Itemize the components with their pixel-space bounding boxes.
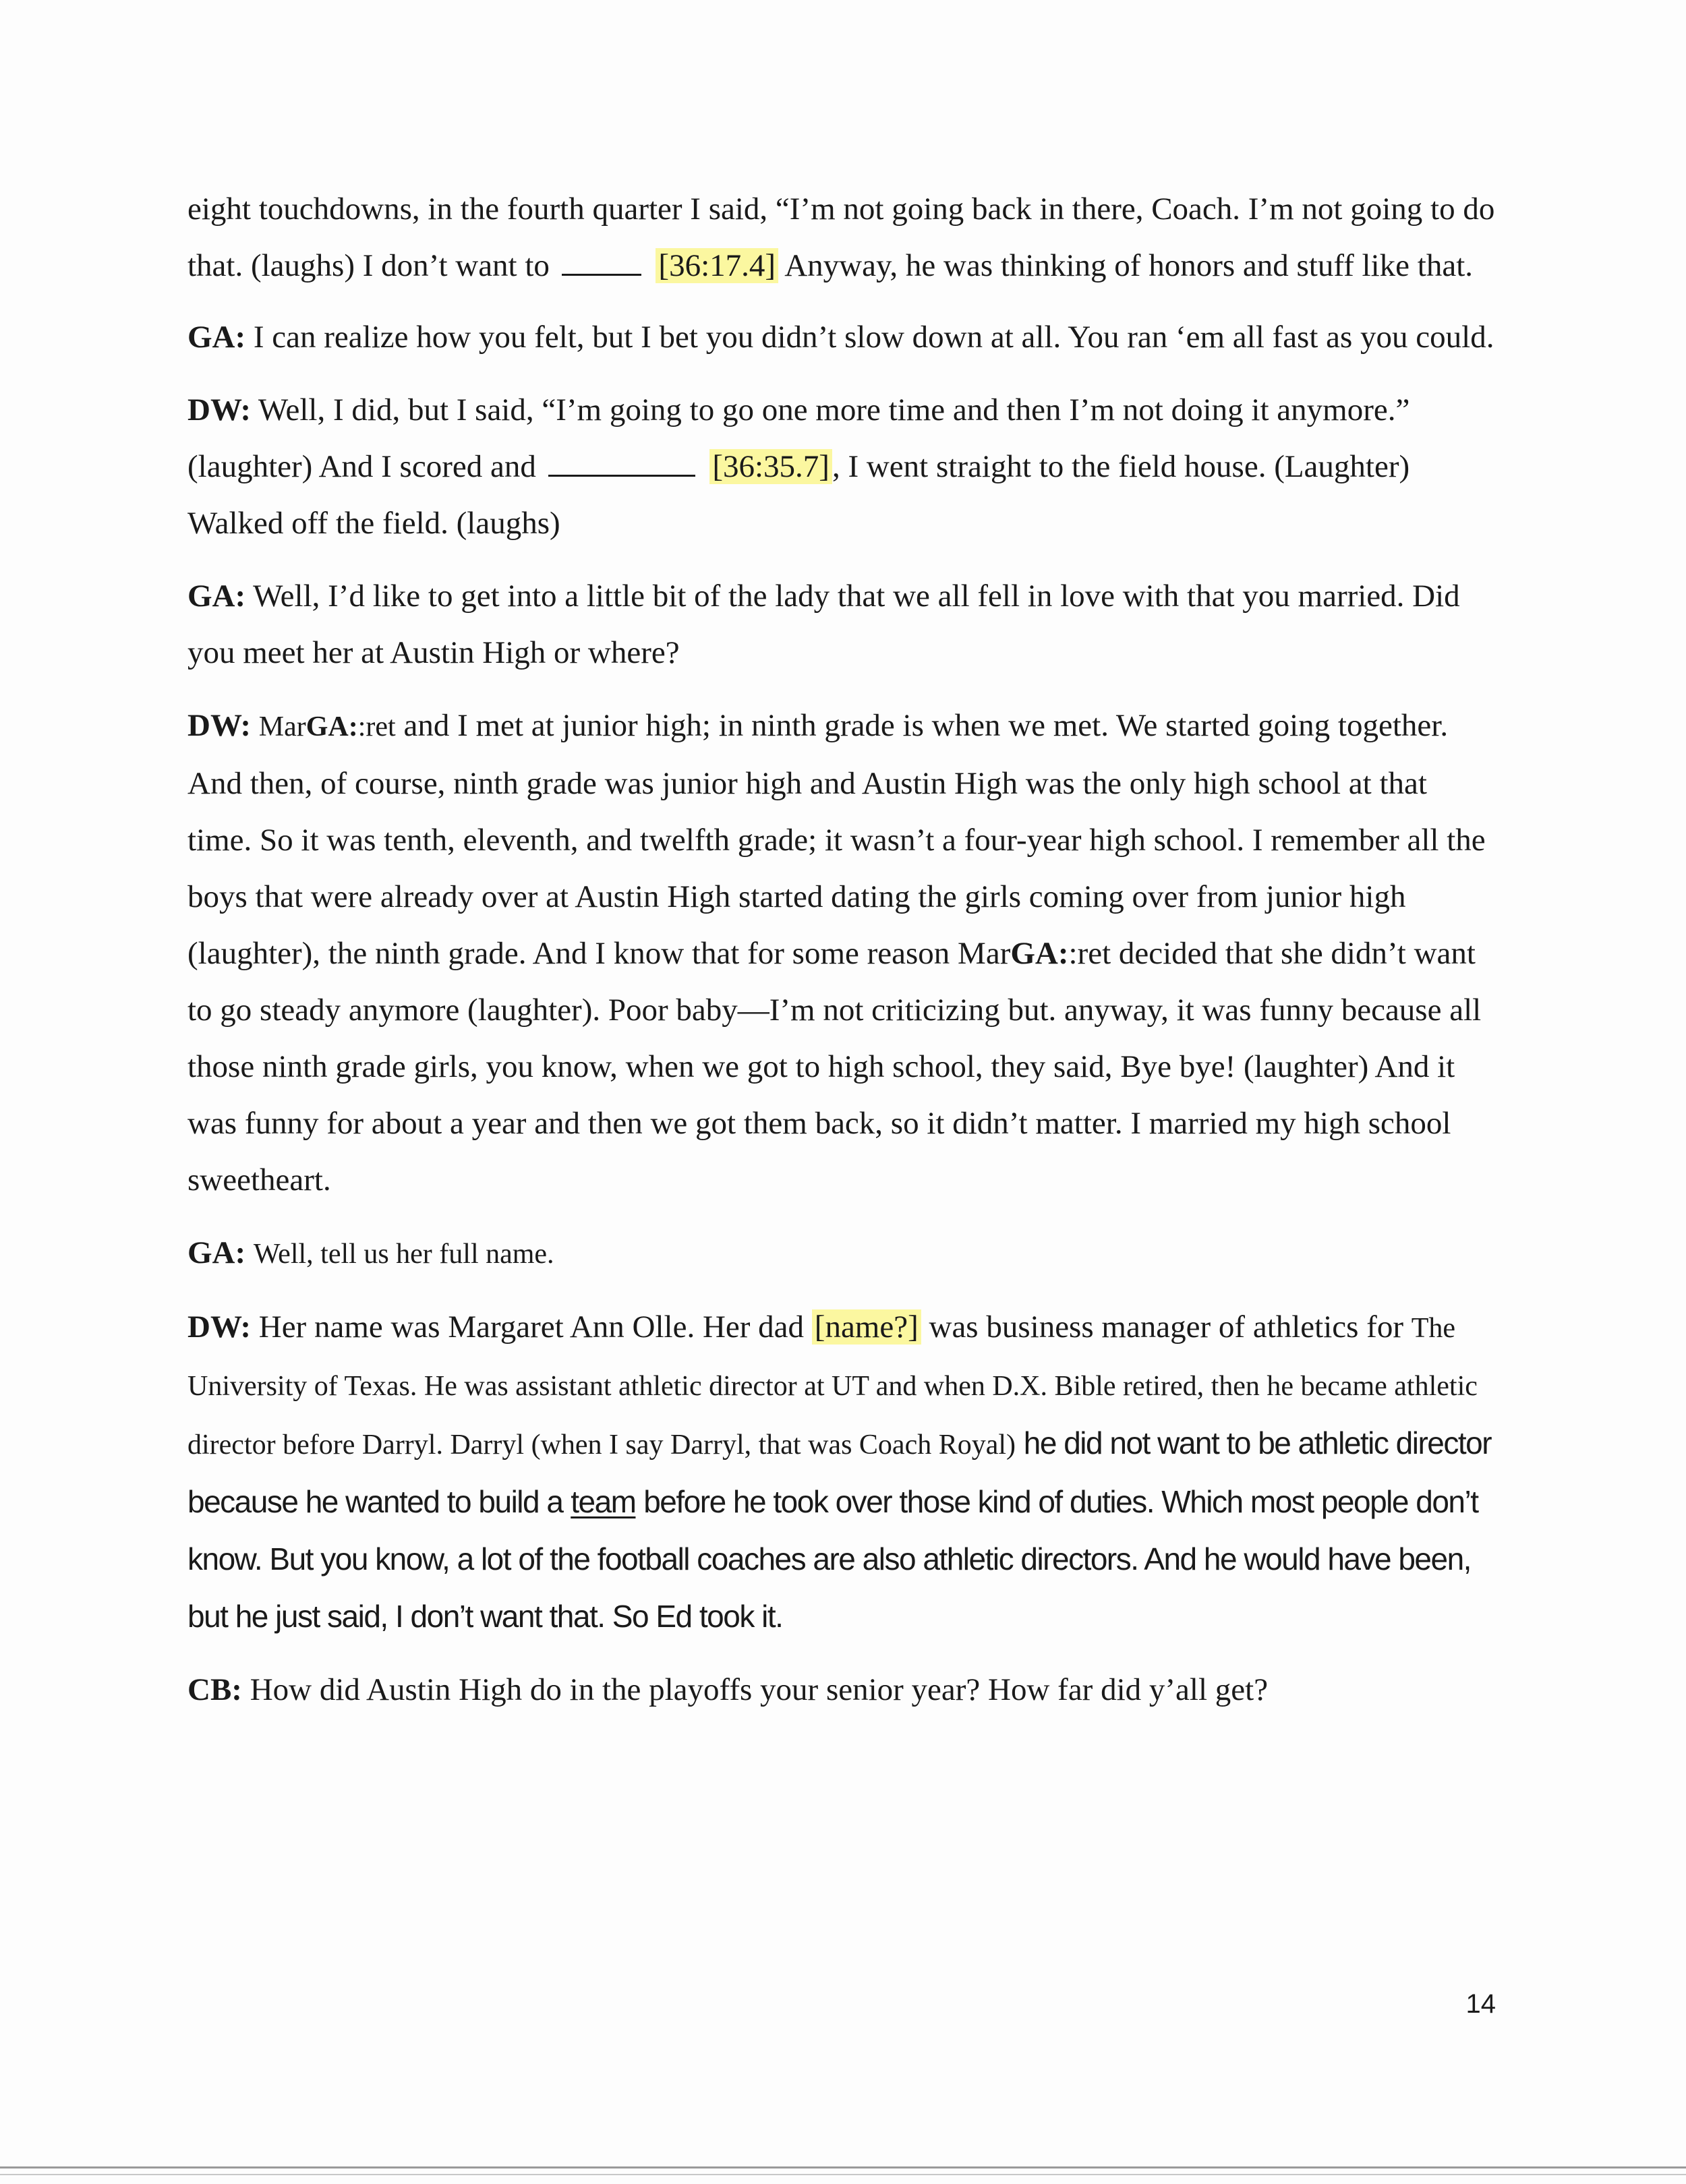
speaker-label: DW: bbox=[187, 1309, 251, 1345]
transcript-paragraph-7 bbox=[187, 1299, 1496, 1645]
paragraph-text: Well, I did, but I said, “I’m going to go one more time and then I’m not doing it anymore.” (laughter) And I scored and bbox=[187, 392, 1410, 484]
paragraph-text: was business manager of athletics for bbox=[929, 1309, 1403, 1345]
name-fragment-bold: GA: bbox=[1010, 936, 1069, 971]
transcript-paragraph-6 bbox=[187, 1224, 1496, 1282]
name-fragment-bold: GA: bbox=[306, 711, 358, 742]
blank-line bbox=[548, 448, 695, 477]
paragraph-text: Well, I’d like to get into a little bit of the lady that we all fell in love with that you married. Did you meet her at Austin High or where? bbox=[187, 579, 1460, 670]
paragraph-text: decided that she didn’t want to go steady anymore (laughter). Poor baby—I’m not criticizing but. anyway, it was funny because all those ninth grade girls, you know, when we got to high school, they said, Bye bye! (laughter) And it was funny for about a year and then we got them back, so it didn’t matter. I married my high school sweetheart. bbox=[187, 936, 1482, 1198]
speaker-label: GA: bbox=[187, 579, 246, 614]
transcript-body bbox=[187, 181, 1496, 1734]
timestamp-highlight: [36:35.7] bbox=[709, 449, 832, 484]
speaker-label: DW: bbox=[187, 392, 251, 427]
page-number: 14 bbox=[1465, 1989, 1496, 2019]
blank-line bbox=[562, 247, 641, 276]
transcript-paragraph-4 bbox=[187, 568, 1496, 681]
name-fragment: :ret bbox=[1068, 936, 1111, 971]
paragraph-text: eight touchdowns, in the fourth quarter I said, “I’m not going back in there, Coach. I’m not going to do that. (laughs) I don’t want to bbox=[187, 191, 1495, 283]
speaker-label: GA: bbox=[187, 320, 246, 355]
transcript-paragraph-1 bbox=[187, 181, 1496, 294]
timestamp-highlight: [36:17.4] bbox=[656, 248, 778, 283]
scan-edge-line bbox=[0, 2166, 1686, 2168]
transcript-paragraph-2 bbox=[187, 309, 1496, 365]
speaker-label: GA: bbox=[187, 1235, 246, 1270]
paragraph-text: The University of Texas. He was assistant athletic director at UT and when D.X. Bible retired, then he became athletic director before Darryl. Darryl (when I say Darryl, that was Coach Royal) bbox=[187, 1313, 1478, 1460]
paragraph-text: he did not want to be athletic director because he wanted to build a bbox=[187, 1425, 1492, 1519]
speaker-label: CB: bbox=[187, 1672, 242, 1707]
transcript-paragraph-5 bbox=[187, 697, 1496, 1208]
transcript-paragraph-3 bbox=[187, 382, 1496, 552]
paragraph-text: and I met at junior high; in ninth grade is when we met. We started going together. And then, of course, ninth grade was junior high and Austin High was the only high school at that time. So it was tenth, eleventh, and twelfth grade; it wasn’t a four-year high school. I remember all the boys that were already over at Austin High started dating the girls coming over from junior high (laughter), the ninth grade. And I know that for some reason bbox=[187, 708, 1486, 971]
underlined-word: team bbox=[571, 1484, 636, 1519]
paragraph-text: , I went straight to the field house. (Laughter) Walked off the field. (laughs) bbox=[187, 449, 1410, 541]
paragraph-text: I can realize how you felt, but I bet you didn’t slow down at all. You ran ‘em all fast as you could. bbox=[253, 320, 1494, 355]
name-fragment: Mar bbox=[958, 936, 1011, 971]
transcript-paragraph-8 bbox=[187, 1661, 1496, 1718]
name-fragment: :ret bbox=[357, 711, 396, 742]
paragraph-text: Well, tell us her full name. bbox=[253, 1239, 554, 1270]
name-placeholder-highlight: [name?] bbox=[812, 1309, 921, 1345]
paragraph-text: Her name was Margaret Ann Olle. Her dad bbox=[258, 1309, 805, 1345]
paragraph-text: How did Austin High do in the playoffs your senior year? How far did y’all get? bbox=[250, 1672, 1269, 1707]
speaker-label: DW: bbox=[187, 708, 251, 743]
scan-edge-line bbox=[0, 2174, 1686, 2175]
paragraph-text: before he took over those kind of duties. Which most people don’t know. But you know, a lot of the football coaches are also athletic directors. And he would have been, but he just said, I don’t want that. So Ed took it. bbox=[187, 1484, 1478, 1634]
paragraph-text: Anyway, he was thinking of honors and stuff like that. bbox=[784, 248, 1473, 283]
name-fragment: Mar bbox=[258, 711, 306, 742]
